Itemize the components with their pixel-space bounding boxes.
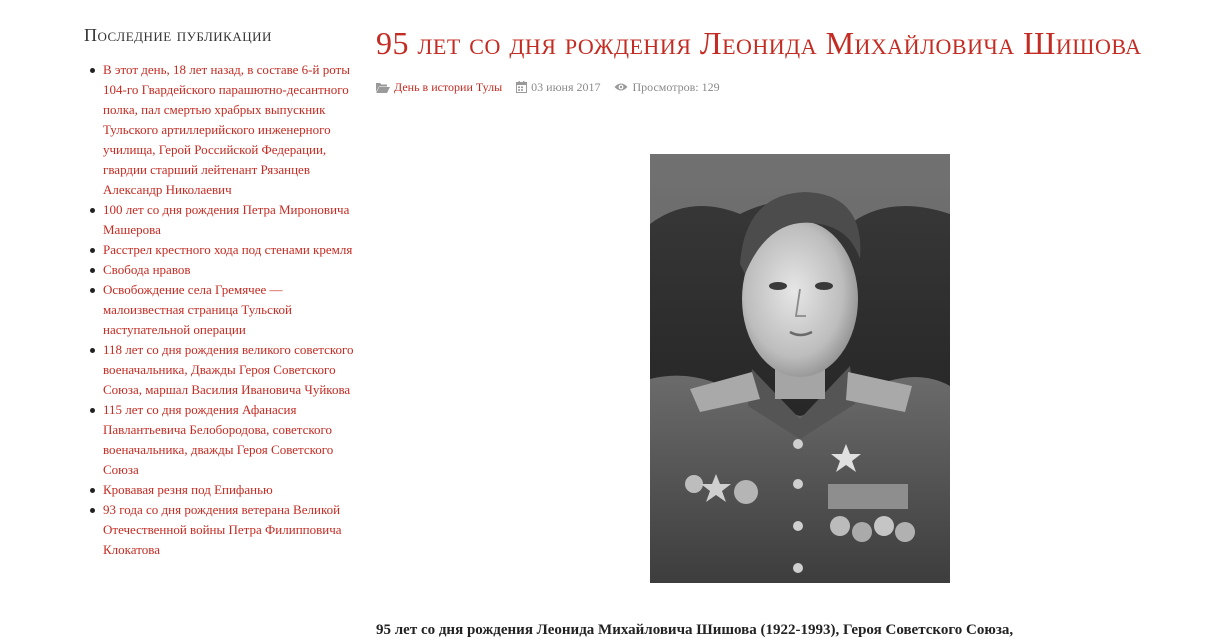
recent-posts-list: [84, 60, 354, 560]
list-item: [84, 260, 354, 280]
recent-post-link[interactable]: Свобода нравов: [103, 262, 191, 277]
list-item: [84, 280, 354, 340]
recent-posts-title: Последние публикации: [84, 25, 272, 45]
list-item: [84, 240, 354, 260]
recent-post-link[interactable]: В этот день, 18 лет назад, в составе 6-й роты 104-го Гвардейского парашютно-десантного полка, пал смертью храбрых выпускник Тульского артиллерийского инженерного училища, Герой Российской Федерации, гвардии старший лейтенант Рязанцев Александр Николаевич: [103, 62, 350, 197]
page-title: 95 лет со дня рождения Леонида Михайловича Шишова: [376, 25, 1142, 61]
sidebar: [84, 24, 354, 560]
list-item: [84, 200, 354, 240]
meta-date: [516, 80, 600, 95]
portrait-photo: [650, 154, 950, 583]
post-date: 03 июня 2017: [531, 79, 601, 94]
recent-post-link[interactable]: 100 лет со дня рождения Петра Мироновича Машерова: [103, 202, 350, 237]
recent-post-link[interactable]: 118 лет со дня рождения великого советского военачальника, Дважды Героя Советского Союза, маршал Василия Ивановича Чуйкова: [103, 342, 354, 397]
list-item: [84, 480, 354, 500]
meta-views: [614, 80, 719, 95]
recent-post-link[interactable]: Кровавая резня под Епифанью: [103, 482, 273, 497]
post-meta: [376, 78, 1206, 96]
recent-post-link[interactable]: Освобождение села Гремячее — малоизвестная страница Тульской наступательной операции: [103, 282, 292, 337]
eye-icon: [614, 82, 628, 92]
recent-post-link[interactable]: Расстрел крестного хода под стенами кремля: [103, 242, 353, 257]
folder-open-icon: [376, 82, 390, 93]
article: [376, 25, 1206, 638]
list-item: [84, 500, 354, 560]
post-views: Просмотров: 129: [632, 79, 720, 94]
portrait-image: [650, 154, 950, 583]
category-link[interactable]: День в истории Тулы: [394, 79, 503, 94]
list-item: [84, 60, 354, 200]
recent-post-link[interactable]: 115 лет со дня рождения Афанасия Павлантьевича Белобородова, советского военачальника, дважды Героя Советского Союза: [103, 402, 334, 477]
recent-post-link[interactable]: 93 года со дня рождения ветерана Великой Отечественной войны Петра Филипповича Клокатова: [103, 502, 342, 557]
list-item: [84, 340, 354, 400]
meta-category: [376, 80, 502, 95]
article-lead: 95 лет со дня рождения Леонида Михайловича Шишова (1922-1993), Героя Советского Союза,: [376, 622, 1014, 638]
calendar-icon: [516, 81, 527, 93]
list-item: [84, 400, 354, 480]
